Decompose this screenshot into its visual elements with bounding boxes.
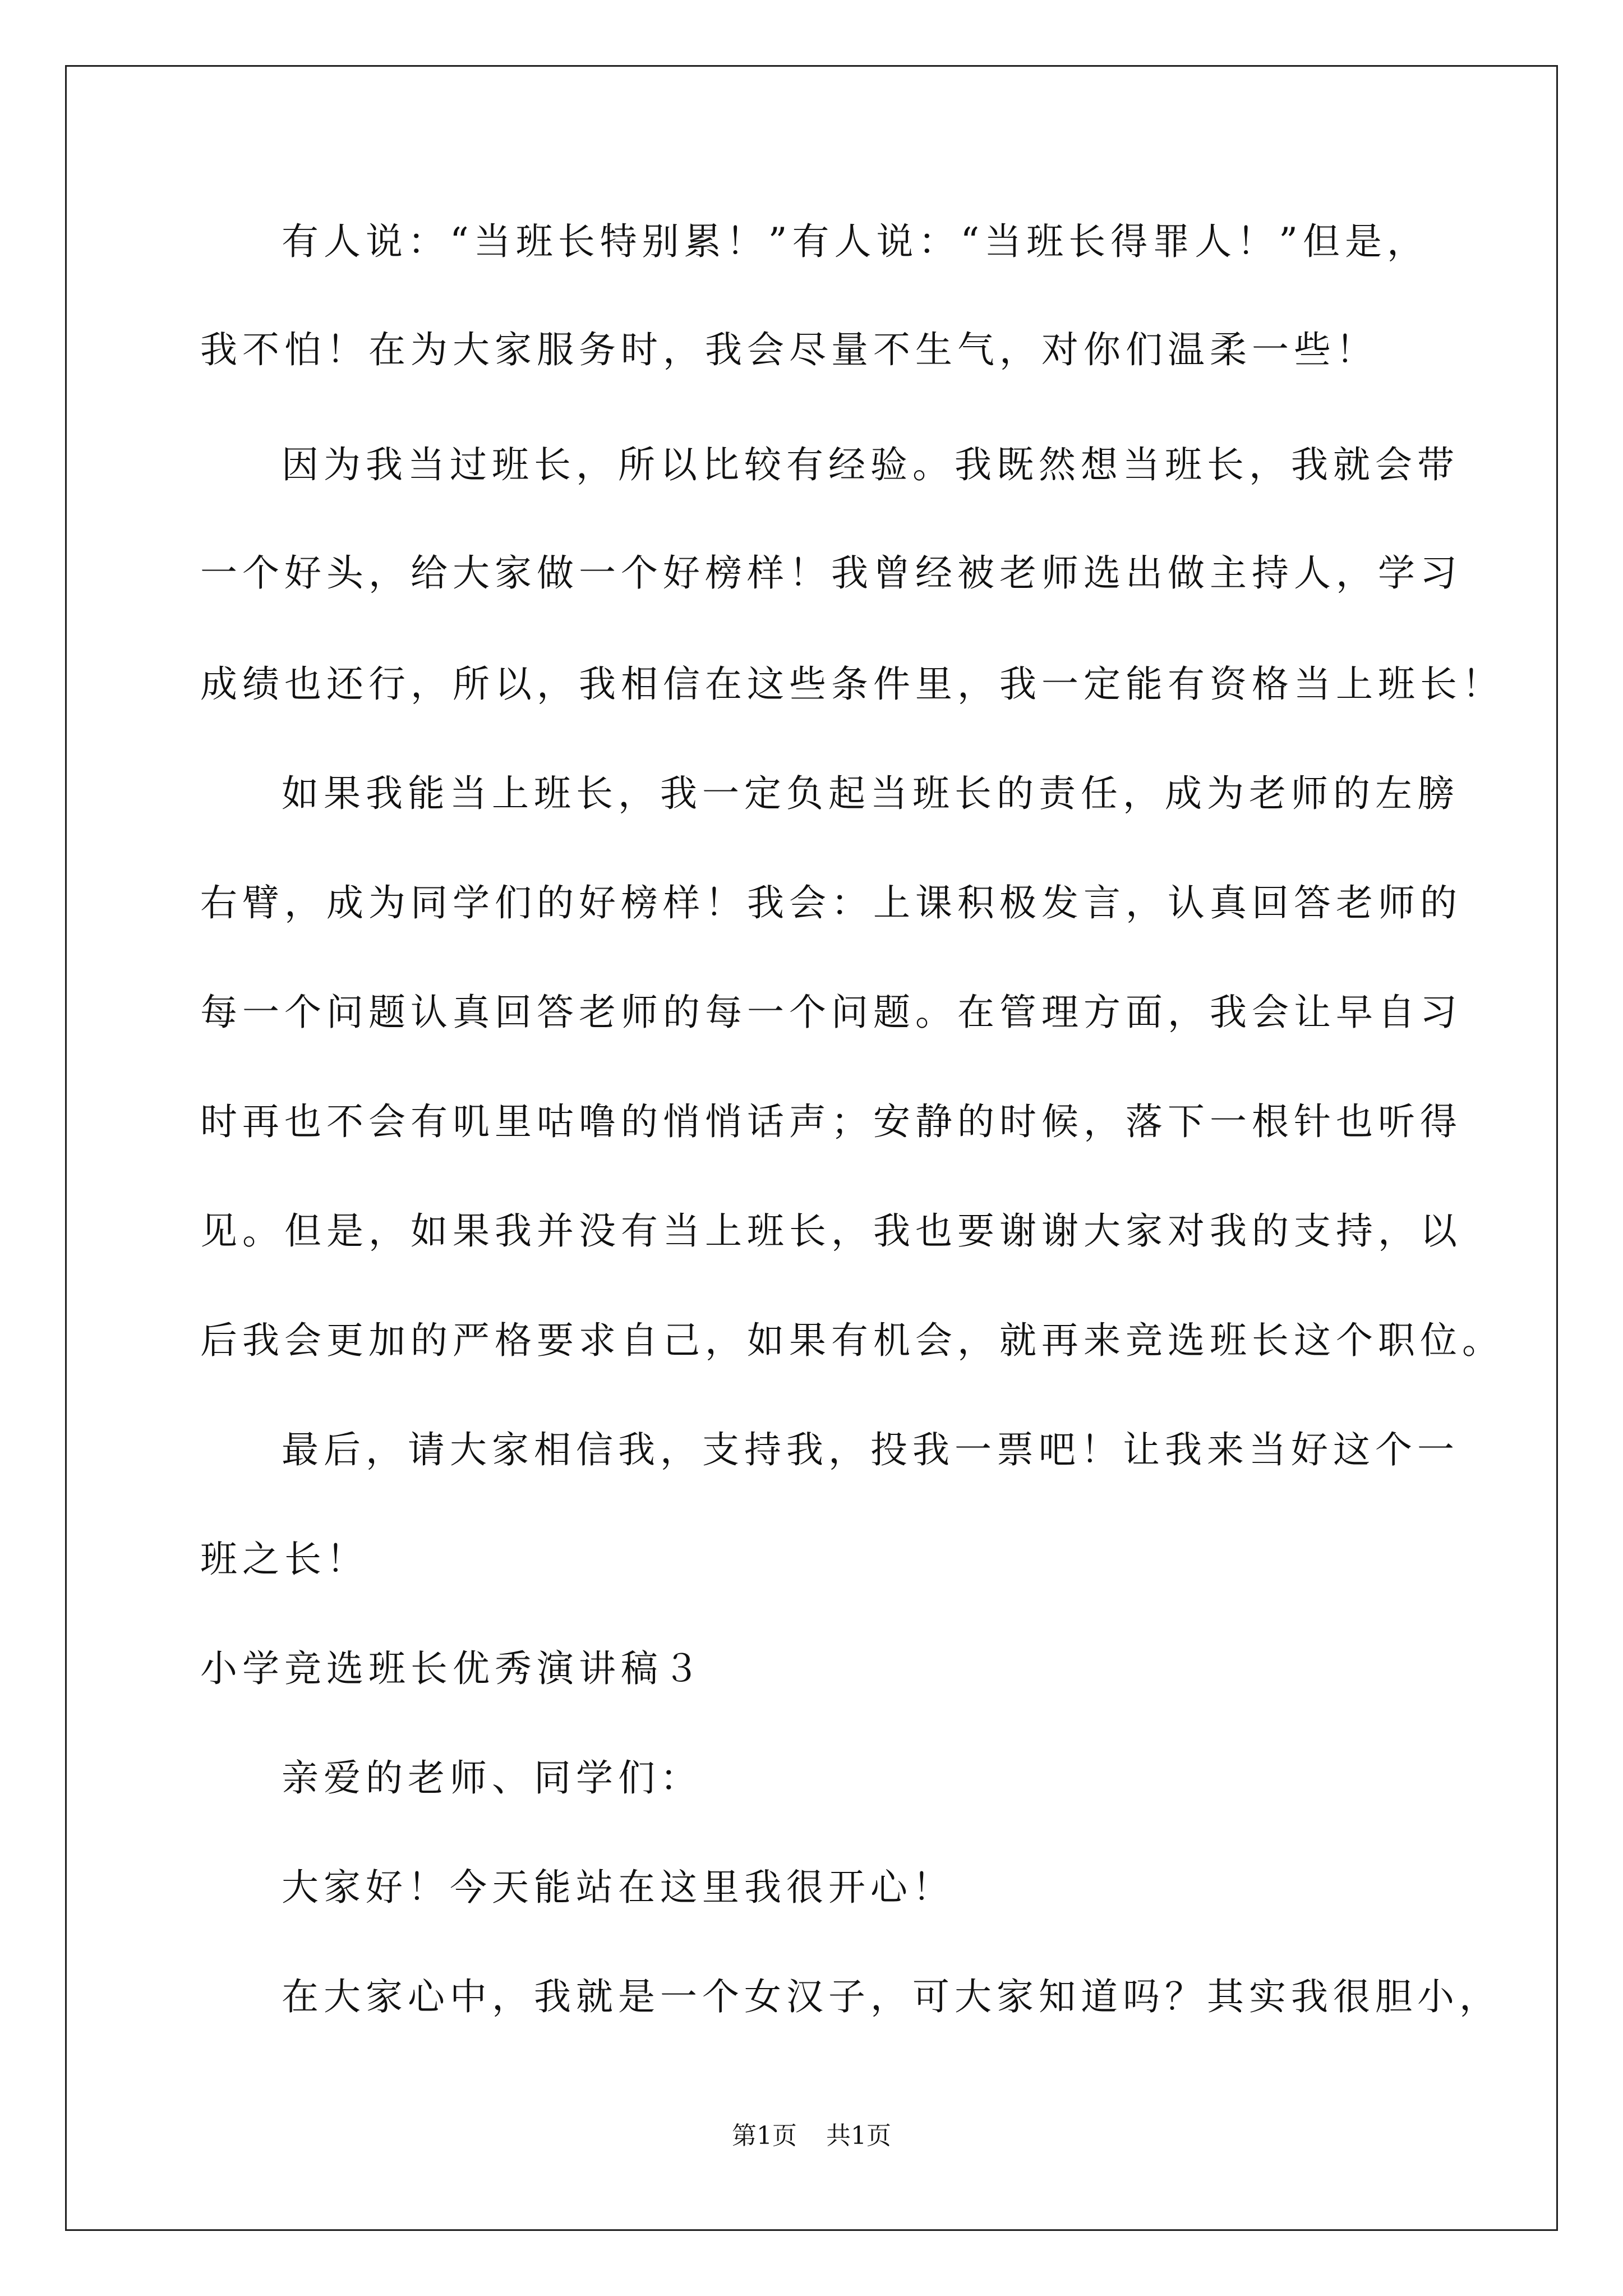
- paragraph-line: 每一个问题认真回答老师的每一个问题。在管理方面，我会让早自习: [200, 991, 1462, 1034]
- paragraph-line: 班之长！: [200, 1538, 368, 1581]
- paragraph-line: 时再也不会有叽里咕噜的悄悄话声；安静的时候，落下一根针也听得: [200, 1100, 1462, 1143]
- paragraph-line: 成绩也还行，所以，我相信在这些条件里，我一定能有资格当上班长！: [200, 662, 1504, 706]
- page-number-total: 共1页: [826, 2122, 891, 2150]
- page-footer: [0, 2124, 1623, 2148]
- paragraph-line: 后我会更加的严格要求自己，如果有机会，就再来竞选班长这个职位。: [200, 1319, 1504, 1362]
- paragraph-line: 大家好！今天能站在这里我很开心！: [282, 1866, 955, 1909]
- paragraph-line: 右臂，成为同学们的好榜样！我会：上课积极发言，认真回答老师的: [200, 881, 1462, 924]
- paragraph-line: 有人说：“当班长特别累！”有人说：“当班长得罪人！”但是，: [282, 220, 1429, 263]
- paragraph-line: 我不怕！在为大家服务时，我会尽量不生气，对你们温柔一些！: [200, 328, 1378, 371]
- paragraph-line: 最后，请大家相信我，支持我，投我一票吧！让我来当好这个一: [282, 1428, 1459, 1471]
- paragraph-line: 见。但是，如果我并没有当上班长，我也要谢谢大家对我的支持，以: [200, 1209, 1462, 1253]
- salutation: 亲爱的老师、同学们：: [282, 1756, 702, 1800]
- paragraph-line: 如果我能当上班长，我一定负起当班长的责任，成为老师的左膀: [282, 772, 1459, 815]
- page-number-current: 第1页: [732, 2122, 797, 2150]
- paragraph-line: 一个好头，给大家做一个好榜样！我曾经被老师选出做主持人，学习: [200, 551, 1462, 595]
- paragraph-line: 在大家心中，我就是一个女汉子，可大家知道吗？其实我很胆小，: [282, 1975, 1501, 2018]
- paragraph-line: 因为我当过班长，所以比较有经验。我既然想当班长，我就会带: [282, 443, 1459, 486]
- section-heading: 小学竞选班长优秀演讲稿３: [200, 1647, 705, 1690]
